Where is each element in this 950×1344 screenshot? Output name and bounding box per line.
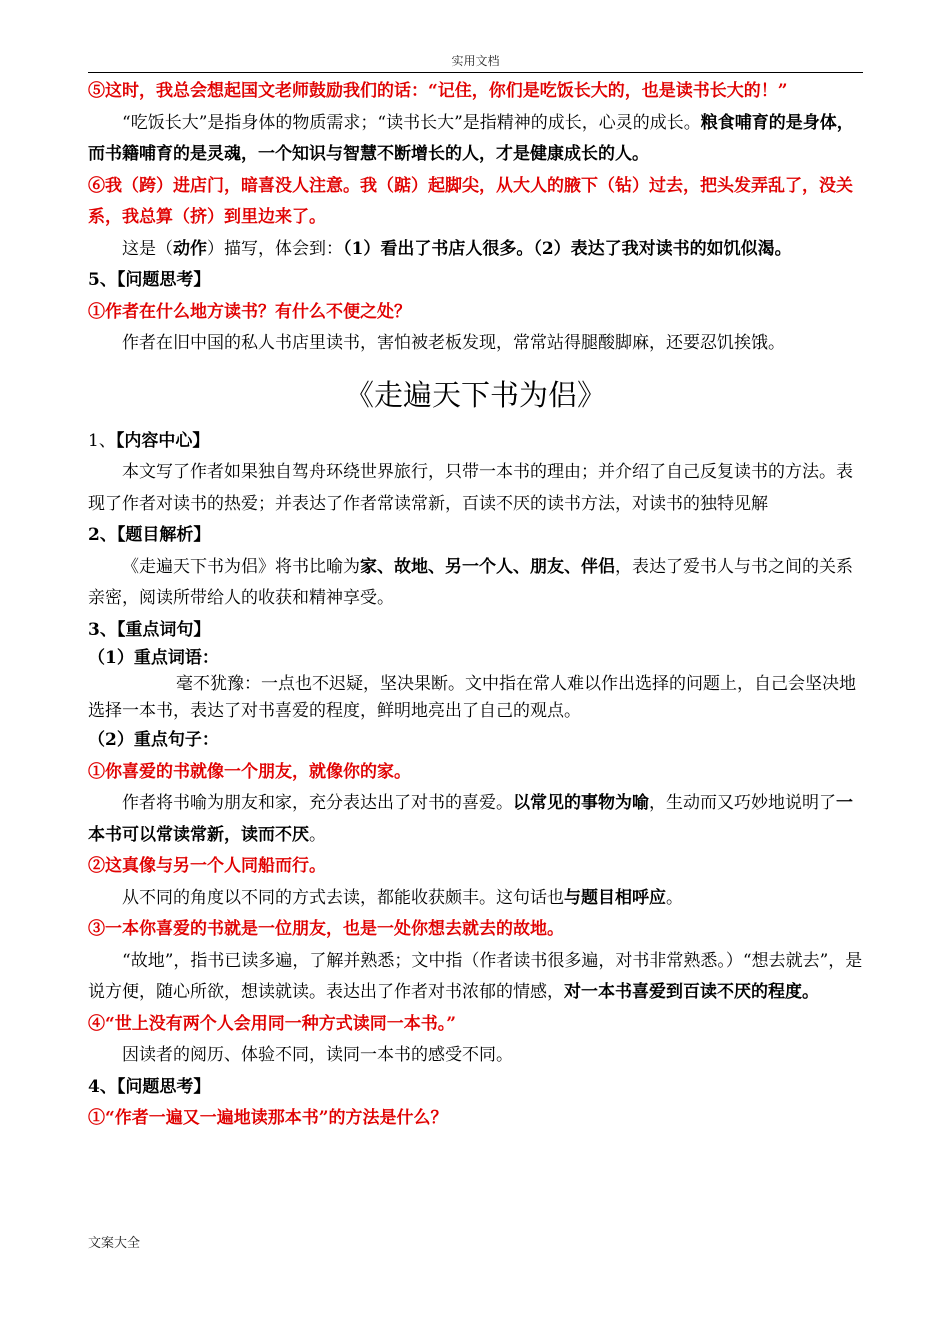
page-footer: 文案大全 <box>88 1236 141 1251</box>
explanation-text: 。 <box>666 887 683 908</box>
section-heading-3 <box>88 615 863 647</box>
body-emphasis: 家、故地、另一个人、朋友、伴侣 <box>360 556 615 577</box>
page-header: 实用文档 <box>88 50 863 73</box>
subheading-key-sentences: （2）重点句子： <box>88 730 219 750</box>
sentence-6-explanation <box>88 234 863 266</box>
question-1-answer: 作者在旧中国的私人书店里读书，害怕被老板发现，常常站得腿酸脚麻，还要忍饥挨饿。 <box>122 333 785 353</box>
section-number: 3、 <box>88 619 117 640</box>
explanation-text: 作者将书喻为朋友和家，充分表达出了对书的喜爱。 <box>122 793 513 813</box>
document-body <box>88 76 863 1135</box>
explanation-emphasis: 一本书可以常读常新，读而不厌 <box>88 793 853 845</box>
section-title: 【题目解析】 <box>116 525 211 545</box>
subheading-key-words: （1）重点词语： <box>88 648 219 668</box>
explanation-emphasis: （1）看出了书店人很多。（2）表达了我对读书的如饥似渴。 <box>343 238 792 259</box>
key-sentence-5: ⑤这时，我总会想起国文老师鼓励我们的话：“记住，你们是吃饭长大的，也是读书长大的！” <box>88 81 788 101</box>
section-title: 【问题思考】 <box>116 270 211 290</box>
key-words-body: 毫不犹豫：一点也不迟疑，坚决果断。文中指在常人难以作出选择的问题上，自己会坚决地选择一本书，表达了对书喜爱的程度，鲜明地亮出了自己的观点。 <box>88 674 856 721</box>
section-title: 【问题思考】 <box>116 1076 211 1097</box>
section-number: 2、 <box>88 525 117 545</box>
key-sentence-1-explanation <box>88 788 863 851</box>
explanation-text: 从不同的角度以不同的方式去读，都能收获颇丰。这句话也 <box>122 887 564 908</box>
question-2: ①“作者一遍又一遍地读那本书”的方法是什么？ <box>88 1108 448 1128</box>
section-number: 5、 <box>88 270 117 290</box>
section-title: 【重点词句】 <box>116 619 211 640</box>
sentence-5-explanation <box>88 108 863 171</box>
explanation-emphasis: 粮食哺育的是身体，而书籍哺育的是灵魂，一个知识与智慧不断增长的人，才是健康成长的人。 <box>88 112 854 164</box>
section-heading-2 <box>88 520 863 552</box>
explanation-emphasis: 与题目相呼应 <box>564 887 666 908</box>
key-sentence-4-explanation: 因读者的阅历、体验不同，读同一本书的感受不同。 <box>122 1045 513 1065</box>
body-text: ，表达了爱书人与书之间的关系亲密，阅读所带给人的收获和精神享受。 <box>88 556 853 608</box>
key-sentence-3: ③一本你喜爱的书就是一位朋友，也是一处你想去就去的故地。 <box>88 919 564 939</box>
explanation-emphasis: 对一本书喜爱到百读不厌的程度。 <box>564 982 819 1002</box>
key-sentence-6: ⑥我（跨）进店门，暗喜没人注意。我（踮）起脚尖，从大人的腋下（钻）过去，把头发弄乱了，没关系，我总算（挤）到里边来了。 <box>88 175 853 227</box>
question-1: ①作者在什么地方读书？有什么不便之处？ <box>88 301 411 322</box>
section-1-body: 本文写了作者如果独自驾舟环绕世界旅行，只带一本书的理由；并介绍了自己反复读书的方法。表现了作者对读书的热爱；并表达了作者常读常新，百读不厌的读书方法，对读书的独特见解 <box>88 462 853 514</box>
section-2-body <box>88 552 863 615</box>
explanation-text: ）描写，体会到： <box>207 238 343 259</box>
key-sentence-1: ①你喜爱的书就像一个朋友，就像你的家。 <box>88 761 411 782</box>
body-text: 《走遍天下书为侣》将书比喻为 <box>122 556 360 577</box>
key-sentence-4: ④“世上没有两个人会用同一种方式读同一本书。” <box>88 1013 457 1034</box>
key-sentence-2-explanation <box>88 883 863 915</box>
explanation-emphasis: 以常见的事物为喻 <box>513 793 649 813</box>
section-title: 【内容中心】 <box>115 430 210 451</box>
section-heading-1 <box>88 426 863 458</box>
explanation-text: ，生动而又巧妙地说明了 <box>649 793 836 813</box>
key-sentence-2: ②这真像与另一个人同船而行。 <box>88 856 326 876</box>
explanation-text: “吃饭长大”是指身体的物质需求；“读书长大”是指精神的成长，心灵的成长。 <box>122 112 701 133</box>
explanation-text: 。 <box>309 824 326 845</box>
lesson-title: 《走遍天下书为侣》 <box>344 377 606 412</box>
section-number: 4、 <box>88 1076 117 1097</box>
explanation-text: “故地”，指书已读多遍，了解并熟悉；文中指（作者读书很多遍，对书非常熟悉。）“想去就去”，是说方便，随心所欲，想读就读。表达出了作者对书浓郁的情感， <box>88 950 863 1002</box>
section-heading-5 <box>88 265 863 297</box>
section-heading-4 <box>88 1072 863 1104</box>
explanation-emphasis: 动作 <box>173 238 207 259</box>
key-sentence-3-explanation <box>88 946 863 1009</box>
explanation-text: 这是（ <box>122 238 173 259</box>
section-number: 1、 <box>88 430 116 451</box>
